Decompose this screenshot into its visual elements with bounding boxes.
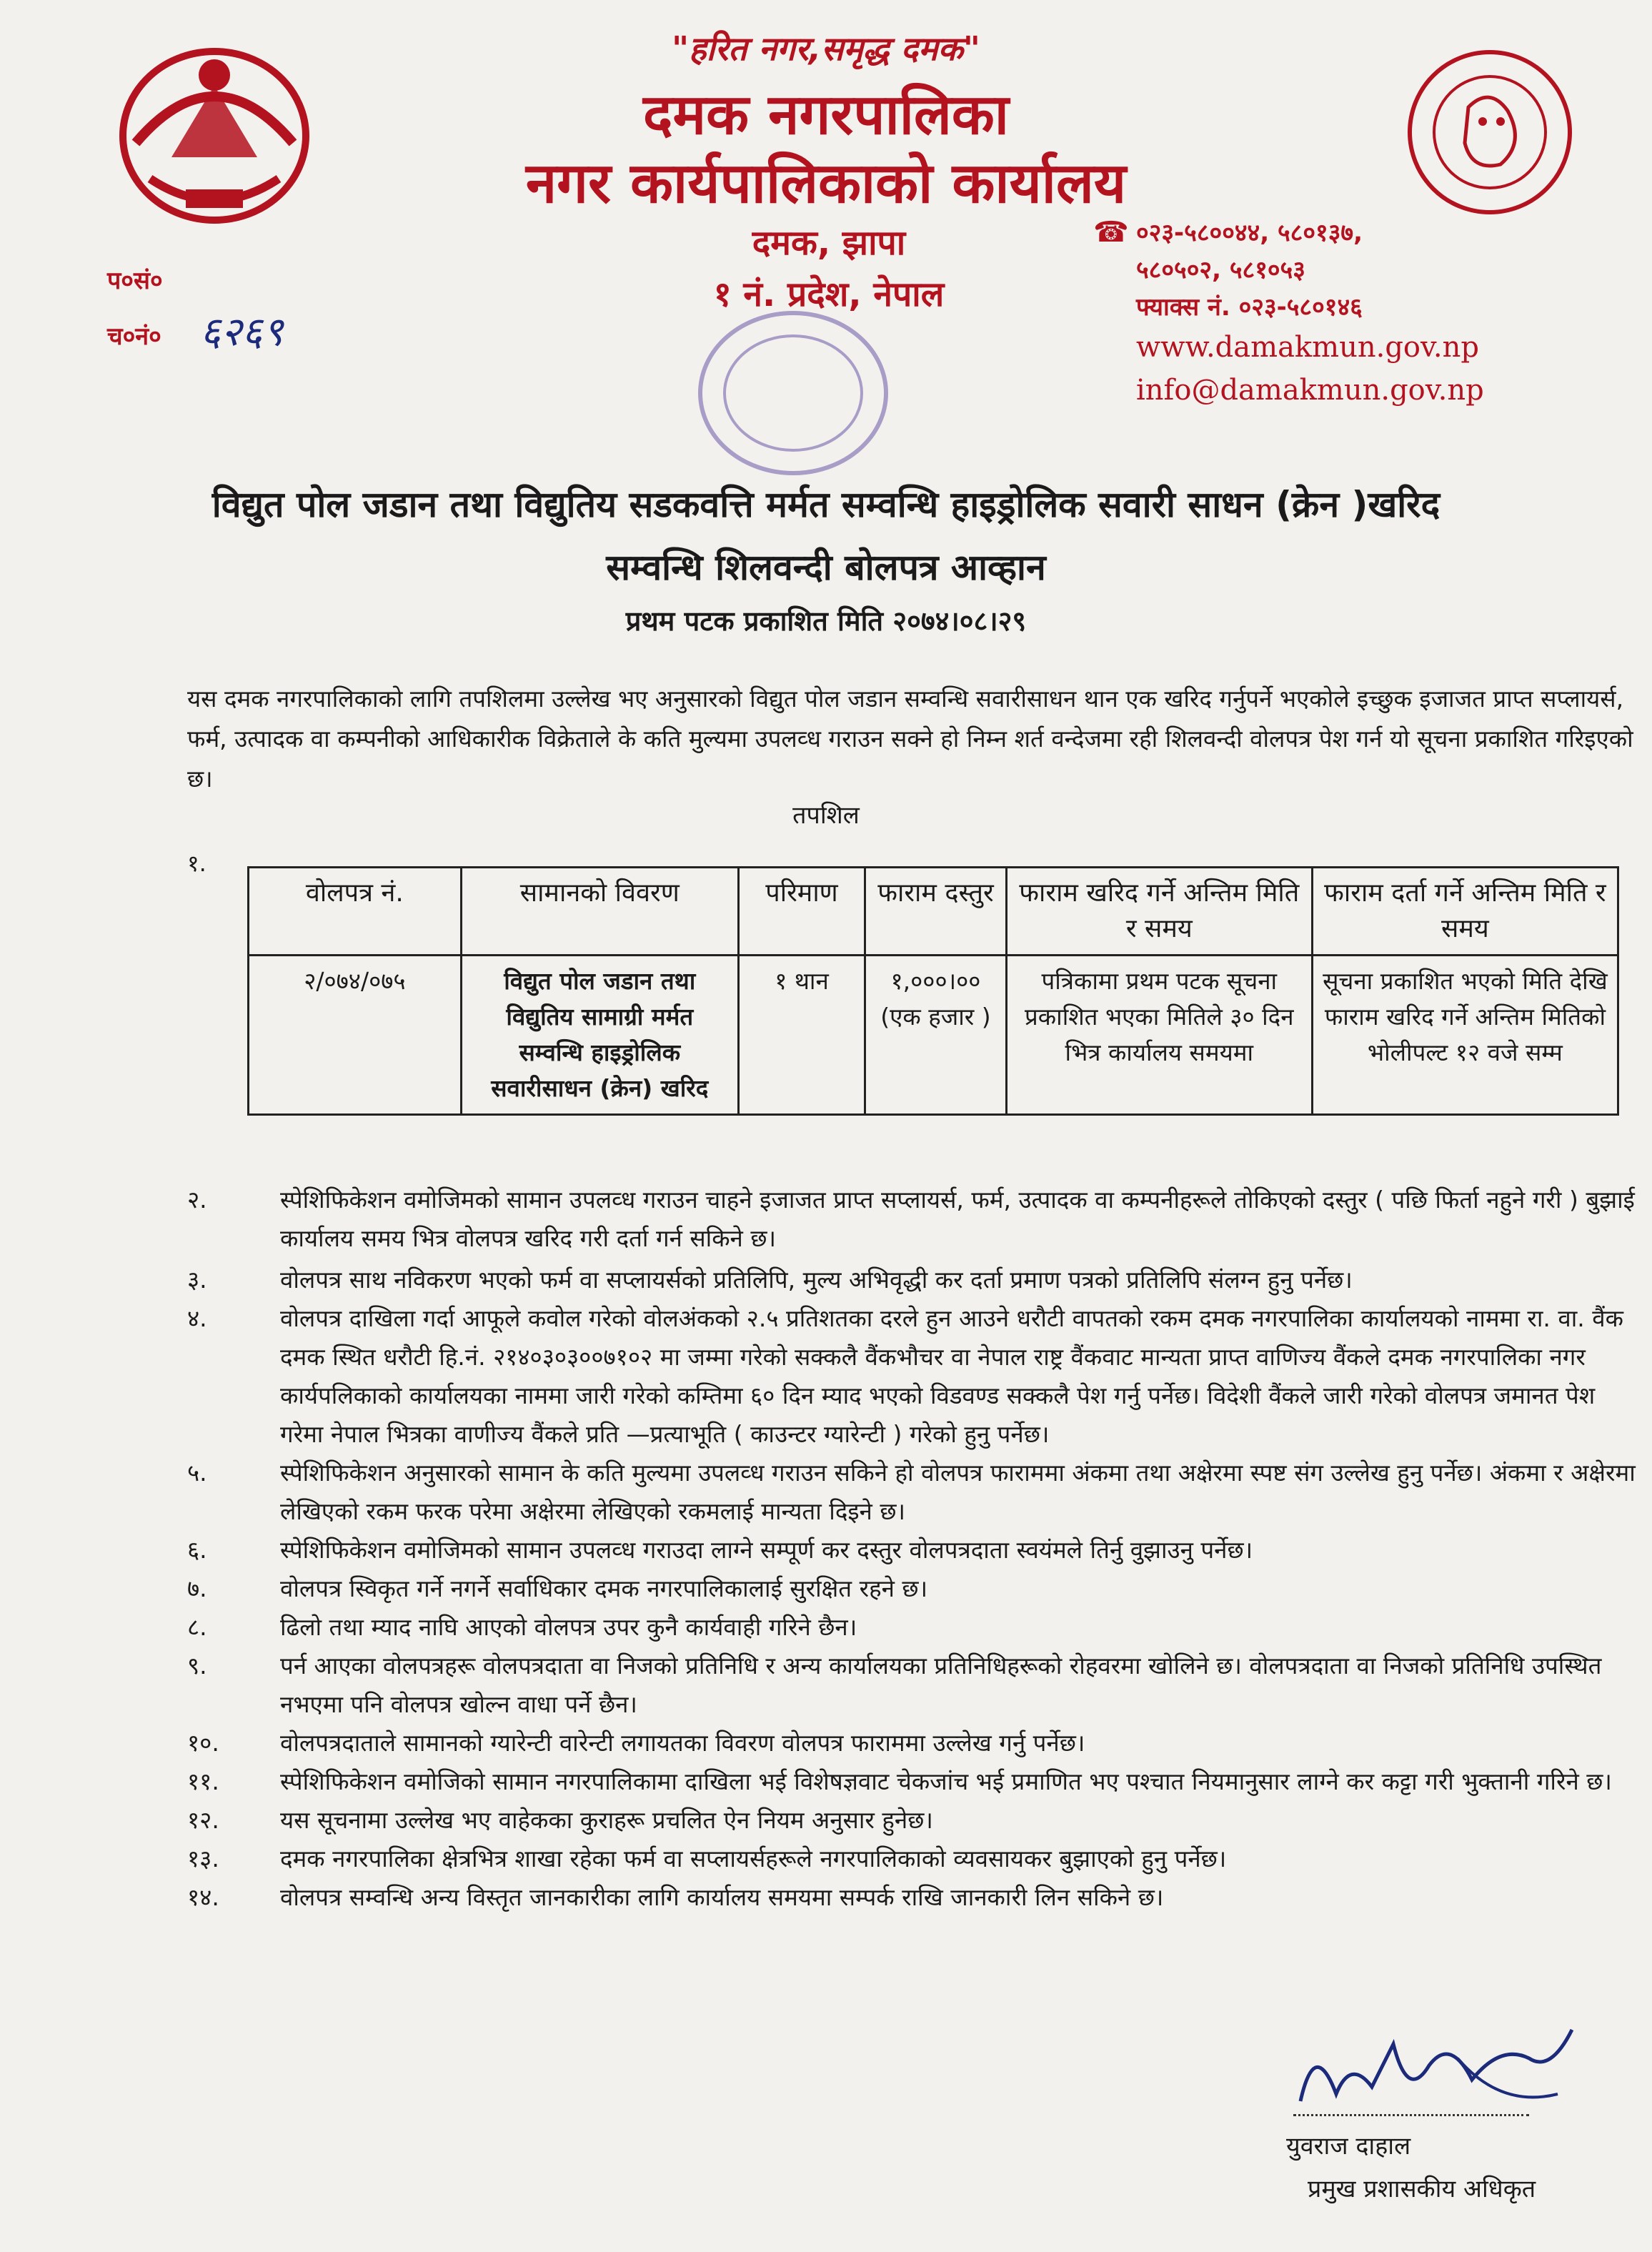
address-line-2: १ नं. प्रदेश, नेपाल <box>713 274 945 314</box>
list-item <box>187 1647 1638 1724</box>
list-item <box>187 1261 1638 1299</box>
table-header: परिमाण <box>738 868 865 956</box>
list-item-text: यस सूचनामा उल्लेख भए वाहेकका कुराहरू प्रचलित ऐन नियम अनुसार हुनेछ। <box>280 1806 933 1834</box>
address-line-1: दमक, झापा <box>752 223 906 263</box>
list-item-text: वोलपत्र दाखिला गर्दा आफूले कवोल गरेको वोलअंकको २.५ प्रतिशतका दरले हुन आउने धरौटी वापतको रकम दमक नगरपालिका कार्यालयको नाममा रा. वा. वैंक दमक स्थित धरौटी हि.नं. २१४०३०३००७१०२ मा जम्मा गरेको सक्कलै वैंकभौचर वा नेपाल राष्ट्र वैंकवाट मान्यता प्राप्त वाणिज्य वैंकले दमक नगरपालिका नगर कार्यपलिकाको कार्यालयका नाममा जारी गरेको कम्तिमा ६० दिन म्याद भएको विडवण्ड सक्कलै पेश गर्नु पर्नेछ। विदेशी वैंकले जारी गरेको वोलपत्र जमानत पेश गरेमा नेपाल भित्रका वाणीज्य वैंकले प्रति —प्रत्याभूति ( काउन्टर ग्यारेन्टी ) गरेको हुनु पर्नेछ। <box>280 1304 1623 1448</box>
list-item <box>187 1181 1638 1258</box>
table-cell: सूचना प्रकाशित भएको मिति देखि फाराम खरिद गर्ने अन्तिम मितिको भोलीपल्ट १२ वजे सम्म <box>1312 956 1618 1115</box>
intro-paragraph: यस दमक नगरपालिकाको लागि तपशिलमा उल्लेख भए अनुसारको विद्युत पोल जडान सम्वन्धि सवारीसाधन थान एक खरिद गर्नुपर्ने भएकोले इच्छुक इजाजत प्राप्त सप्लायर्स, फर्म, उत्पादक वा कम्पनीको आधिकारीक विक्रेताले के कति मुल्यमा उपलव्ध गराउन सक्ने हो निम्न शर्त वन्देजमा रही शिलवन्दी वोलपत्र पेश गर्न यो सूचना प्रकाशित गरिइएको छ। <box>187 685 1633 793</box>
signature-line <box>1293 2114 1529 2116</box>
list-item-number: ६. <box>187 1536 207 1564</box>
list-item-number: ८. <box>187 1613 207 1641</box>
list-item-number: १४. <box>187 1883 219 1911</box>
list-item-text: दमक नगरपालिका क्षेत्रभित्र शाखा रहेका फर्म वा सप्लायर्सहरूले नगरपालिकाको व्यवसायकर बुझाएको हुनु पर्नेछ। <box>280 1845 1227 1872</box>
table-header: वोलपत्र नं. <box>249 868 462 956</box>
list-item <box>187 1878 1638 1917</box>
slogan: "हरित नगर,समृद्ध दमक" <box>672 29 980 68</box>
list-item-text: स्पेशिफिकेशन अनुसारको सामान के कति मुल्यमा उपलव्ध गराउन सकिने हो वोलपत्र फाराममा अंकमा तथा अक्षेरमा स्पष्ट संग उल्लेख हुनु पर्नेछ। अंकमा र अक्षेरमा लेखिएको रकम फरक परेमा अक्षेरमा लेखिएको रकमलाई मान्यता दिइने छ। <box>280 1459 1636 1525</box>
table-cell: २/०७४/०७५ <box>249 956 462 1115</box>
list-item-number: २. <box>187 1186 207 1214</box>
chalani-label: च०नं० <box>107 322 161 351</box>
list-item-number: १२. <box>187 1806 219 1834</box>
table-header: फाराम दर्ता गर्ने अन्तिम मिति र समय <box>1312 868 1618 956</box>
table-cell: पत्रिकामा प्रथम पटक सूचना प्रकाशित भएका मितिले ३० दिन भित्र कार्यालय समयमा <box>1006 956 1312 1115</box>
patra-sankhya-label: प०सं० <box>107 267 163 295</box>
table-cell: १ थान <box>738 956 865 1115</box>
list-item-number: ७. <box>187 1574 207 1602</box>
publish-date: प्रथम पटक प्रकाशित मिति २०७४।०८।२९ <box>625 605 1027 637</box>
table-number: १. <box>187 850 206 877</box>
list-item-number: ४. <box>187 1304 207 1332</box>
table-header: सामानको विवरण <box>461 868 738 956</box>
website-link[interactable]: www.damakmun.gov.np <box>1136 331 1479 364</box>
list-item-text: स्पेशिफिकेशन वमोजिमको सामान उपलव्ध गराउन चाहने इजाजत प्राप्त सप्लायर्स, फर्म, उत्पादक वा कम्पनीहरूले तोकिएको दस्तुर ( पछि फिर्ता नहुने गरी ) बुझाई कार्यालय समय भित्र वोलपत्र खरिद गरी दर्ता गर्न सकिने छ। <box>280 1186 1635 1252</box>
list-item <box>187 1454 1638 1531</box>
table-header: फाराम खरिद गर्ने अन्तिम मिति र समय <box>1006 868 1312 956</box>
table-header: फाराम दस्तुर <box>865 868 1007 956</box>
tapsil-heading: तपशिल <box>792 801 860 830</box>
signatory-designation: प्रमुख प्रशासकीय अधिकृत <box>1308 2175 1536 2203</box>
fax-line: फ्याक्स नं. ०२३-५८०१४६ <box>1136 293 1363 322</box>
list-item <box>187 1762 1638 1801</box>
list-item <box>187 1724 1638 1762</box>
list-item-number: ११. <box>187 1767 219 1795</box>
list-item-number: १०. <box>187 1729 219 1757</box>
list-item-text: वोलपत्र साथ नविकरण भएको फर्म वा सप्लायर्सको प्रतिलिपि, मुल्य अभिवृद्धी कर दर्ता प्रमाण पत्रको प्रतिलिपि संलग्न हुनु पर्नेछ। <box>280 1266 1353 1294</box>
org-name: दमक नगरपालिका <box>643 83 1009 147</box>
office-stamp <box>686 300 900 489</box>
phone-line-1: ०२३-५८००४४, ५८०१३७, <box>1136 219 1363 247</box>
conditions-list <box>187 1181 1638 1917</box>
list-item-number: ३. <box>187 1266 207 1294</box>
list-item-text: पर्न आएका वोलपत्रहरू वोलपत्रदाता वा निजको प्रतिनिधि र अन्य कार्यालयका प्रतिनिधिहरूको रोहवरमा खोलिने छ। वोलपत्रदाता वा निजको प्रतिनिधि उपस्थित नभएमा पनि वोलपत्र खोल्न वाधा पर्ने छैन। <box>280 1652 1602 1718</box>
contact-block <box>1136 214 1484 412</box>
table-cell: १,०००।०० (एक हजार ) <box>865 956 1007 1115</box>
list-item <box>187 1801 1638 1840</box>
list-item <box>187 1531 1638 1569</box>
list-item-number: १३. <box>187 1845 219 1872</box>
list-item-text: वोलपत्रदाताले सामानको ग्यारेन्टी वारेन्टी लगायतका विवरण वोलपत्र फाराममा उल्लेख गर्नु पर्नेछ। <box>280 1729 1085 1757</box>
list-item-text: ढिलो तथा म्याद नाघि आएको वोलपत्र उपर कुनै कार्यवाही गरिने छैन। <box>280 1613 857 1641</box>
list-item <box>187 1840 1638 1878</box>
list-item <box>187 1299 1638 1454</box>
list-item-number: ५. <box>187 1459 207 1487</box>
list-item <box>187 1569 1638 1608</box>
signatory-name: युवराज दाहाल <box>1286 2132 1411 2161</box>
bid-table <box>247 866 1619 1116</box>
office-name: नगर कार्यपालिकाको कार्यालय <box>525 152 1127 216</box>
handwritten-signature <box>1286 2015 1586 2125</box>
list-item-number: ९. <box>187 1652 207 1680</box>
chalani-number: ६२६९ <box>200 309 284 355</box>
list-item-text: वोलपत्र स्विकृत गर्ने नगर्ने सर्वाधिकार दमक नगरपालिकालाई सुरक्षित रहने छ। <box>280 1574 928 1602</box>
table-row <box>249 956 1618 1115</box>
phone-line-2: ५८०५०२, ५८१०५३ <box>1136 256 1305 284</box>
email-link[interactable]: info@damakmun.gov.np <box>1136 374 1484 407</box>
table-header-row <box>249 868 1618 956</box>
phone-icon: ☎ <box>1093 216 1129 249</box>
list-item <box>187 1608 1638 1647</box>
notice-title: विद्युत पोल जडान तथा विद्युतिय सडकवत्ति मर्मत सम्वन्धि हाइड्रोलिक सवारी साधन (क्रेन )खरिद <box>212 484 1440 525</box>
table-cell: विद्युत पोल जडान तथा विद्युतिय सामाग्री मर्मत सम्वन्धि हाइड्रोलिक सवारीसाधन (क्रेन) खरिद <box>461 956 738 1115</box>
notice-subtitle: सम्वन्धि शिलवन्दी बोलपत्र आव्हान <box>606 547 1046 588</box>
list-item-text: स्पेशिफिकेशन वमोजिको सामान नगरपालिकामा दाखिला भई विशेषज्ञवाट चेकजांच भई प्रमाणित भए पश्चात नियमानुसार लाग्ने कर कट्टा गरी भुक्तानी गरिने छ। <box>280 1767 1612 1795</box>
list-item-text: वोलपत्र सम्वन्धि अन्य विस्तृत जानकारीका लागि कार्यालय समयमा सम्पर्क राखि जानकारी लिन सकिने छ। <box>280 1883 1164 1911</box>
list-item-text: स्पेशिफिकेशन वमोजिमको सामान उपलव्ध गराउदा लाग्ने सम्पूर्ण कर दस्तुर वोलपत्रदाता स्वयंमले तिर्नु वुझाउनु पर्नेछ। <box>280 1536 1253 1564</box>
